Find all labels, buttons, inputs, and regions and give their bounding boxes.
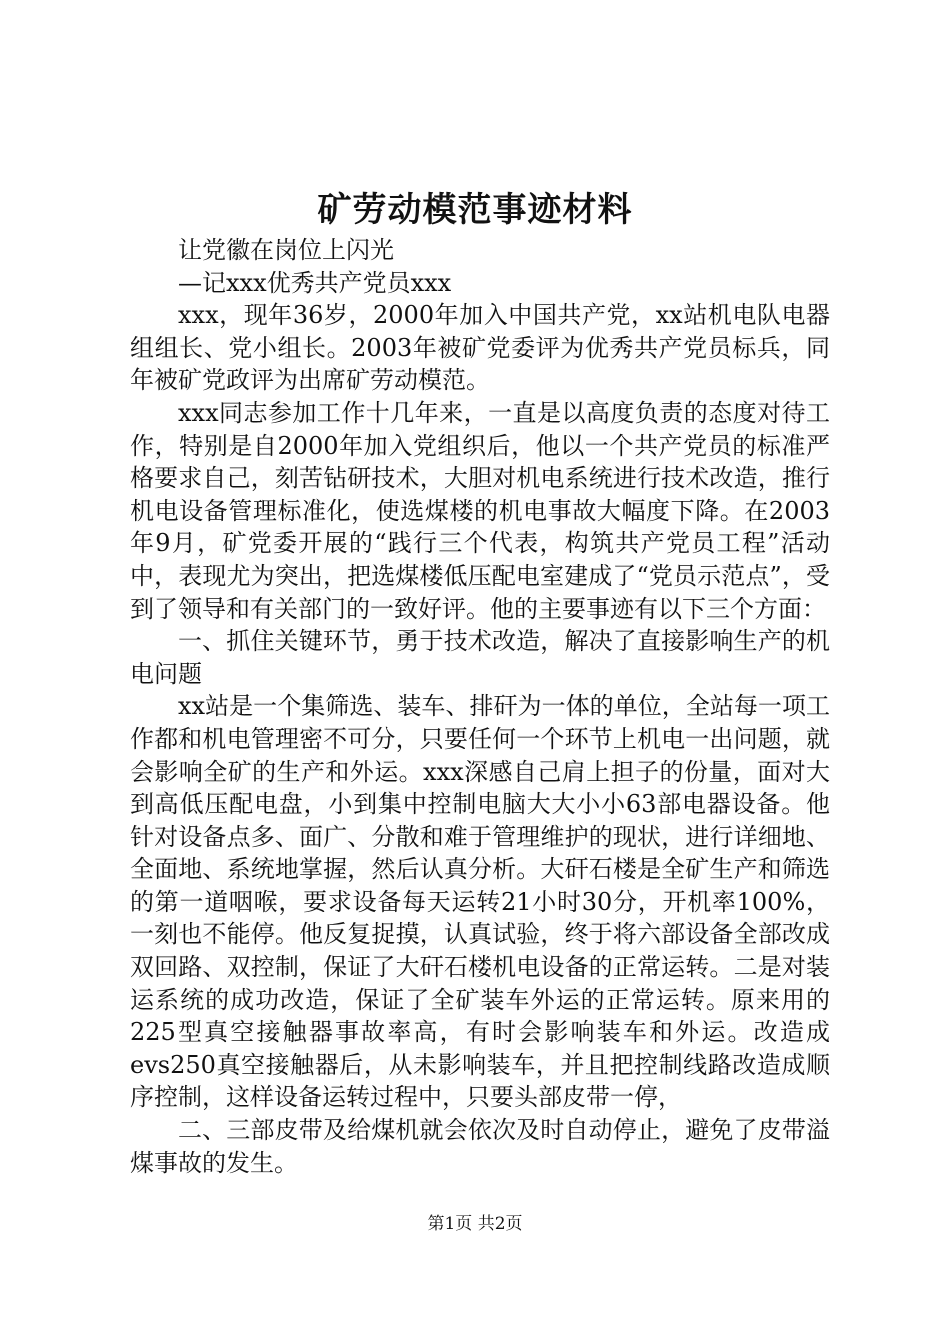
document-title: 矿劳动模范事迹材料: [317, 190, 633, 230]
section-heading-one: 一、抓住关键环节，勇于技术改造，解决了直接影响生产的机电问题: [130, 627, 830, 688]
paragraph-overview: xxx同志参加工作十几年来，一直是以高度负责的态度对待工作，特别是自2000年加入党组织后，他以一个共产党员的标准严格要求自己，刻苦钻研技术，大胆对机电系统进行技术改造，推行机电设备管理标准化，使选煤楼的机电事故大幅度下降。在2003年9月，矿党委开展的“践行三个代表，构筑共产党员工程”活动中，表现尤为突出，把选煤楼低压配电室建成了“党员示范点”，受到了领导和有关部门的一致好评。他的主要事迹有以下三个方面：: [130, 398, 830, 623]
document-subtitle: 让党徽在岗位上闪光: [178, 236, 394, 264]
paragraph-intro: xxx，现年36岁，2000年加入中国共产党，xx站机电队电器组组长、党小组长。2003年被矿党委评为优秀共产党员标兵，同年被矿党政评为出席矿劳动模范。: [130, 301, 830, 395]
page-footer: 第1页 共2页: [427, 1214, 523, 1234]
paragraph-continuation: 二、三部皮带及给煤机就会依次及时自动停止，避免了皮带溢煤事故的发生。: [130, 1116, 830, 1177]
document-byline: —记xxx优秀共产党员xxx: [178, 268, 452, 297]
document-body: [130, 234, 830, 1179]
paragraph-section-one: xx站是一个集筛选、装车、排矸为一体的单位，全站每一项工作都和机电管理密不可分，只要任何一个环节上机电一出问题，就会影响全矿的生产和外运。xxx深感自己肩上担子的份量，面对大到高低压配电盘，小到集中控制电脑大大小小63部电器设备。他针对设备点多、面广、分散和难于管理维护的现状，进行详细地、全面地、系统地掌握，然后认真分析。大矸石楼是全矿生产和筛选的第一道咽喉，要求设备每天运转21小时30分，开机率100%，一刻也不能停。他反复捉摸，认真试验，终于将六部设备全部改成双回路、双控制，保证了大矸石楼机电设备的正常运转。二是对装运系统的成功改造，保证了全矿装车外运的正常运转。原来用的225型真空接触器事故率高，有时会影响装车和外运。改造成evs250真空接触器后，从未影响装车，并且把控制线路改造成顺序控制，这样设备运转过程中，只要头部皮带一停，: [130, 692, 830, 1112]
